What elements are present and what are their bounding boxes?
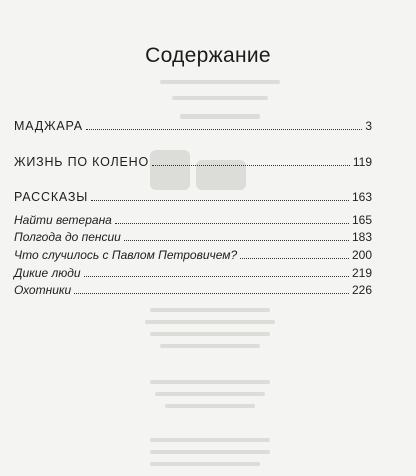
leader-dots [124, 239, 349, 241]
toc-entry-nayti-veterana[interactable] [14, 212, 372, 228]
toc-entry-label: МАДЖАРА [14, 119, 83, 133]
leader-dots [240, 257, 349, 259]
toc-entry-label: Охотники [14, 283, 72, 297]
leader-dots [91, 199, 349, 201]
leader-dots [74, 292, 349, 294]
toc-entry-label: ЖИЗНЬ ПО КОЛЕНО [14, 155, 149, 169]
leader-dots [115, 222, 349, 224]
toc-entry-page: 200 [351, 248, 372, 262]
toc-entry-rasskazy[interactable] [14, 189, 372, 205]
toc-entry-zhizn-po-koleno[interactable] [14, 154, 372, 170]
toc-entry-page: 183 [351, 230, 372, 244]
toc-entry-label: Дикие люди [14, 266, 81, 280]
toc-entry-polgoda-do-pensii[interactable] [14, 229, 372, 245]
toc-entry-page: 226 [351, 283, 372, 297]
toc-entry-madzhara[interactable] [14, 118, 372, 134]
toc-entry-label: Найти ветерана [14, 213, 112, 227]
toc-entry-page: 219 [351, 266, 372, 280]
toc-entry-page: 165 [351, 213, 372, 227]
toc-entry-dikie-lyudi[interactable] [14, 265, 372, 281]
toc-entry-label: РАССКАЗЫ [14, 190, 89, 204]
toc-entry-okhotniki[interactable] [14, 282, 372, 298]
page-title: Содержание [145, 44, 271, 67]
leader-dots [152, 164, 350, 166]
leader-dots [84, 275, 349, 277]
toc-entry-page: 163 [351, 190, 372, 204]
toc-entry-chto-sluchilos[interactable] [14, 247, 372, 263]
toc-entry-page: 3 [365, 119, 372, 133]
leader-dots [86, 128, 362, 130]
toc-entry-page: 119 [352, 155, 372, 169]
toc-entry-label: Полгода до пенсии [14, 230, 121, 244]
toc-entry-label: Что случилось с Павлом Петровичем? [14, 248, 238, 262]
